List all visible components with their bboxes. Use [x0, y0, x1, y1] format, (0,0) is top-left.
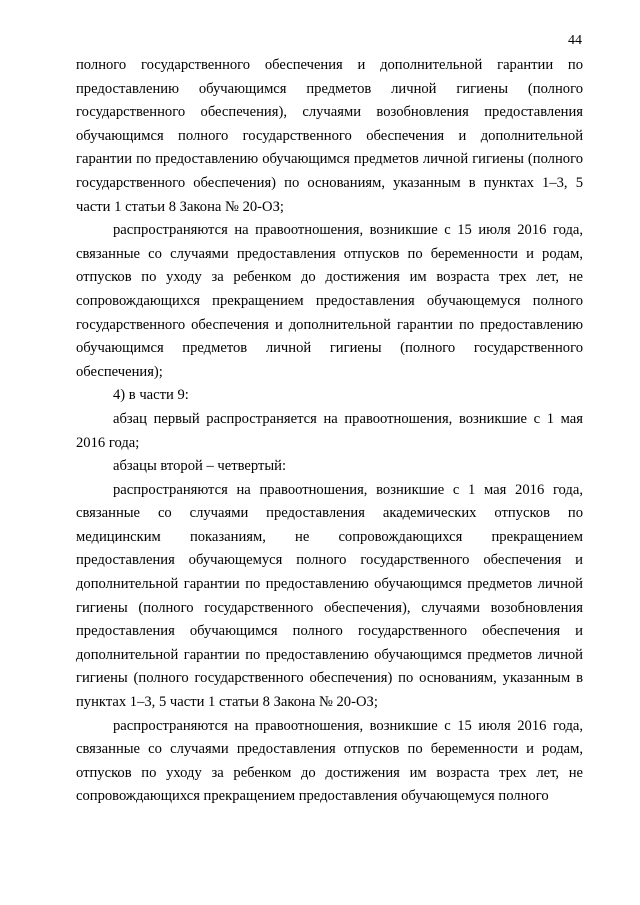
paragraph: абзацы второй – четвертый:	[113, 458, 287, 475]
paragraph: абзац первый распространяется на правоотношения, возникшие с 1 мая 2016 года;	[76, 410, 583, 451]
paragraph: распространяются на правоотношения, возникшие с 15 июля 2016 года, связанные со случаями предоставления отпусков по беременности и родам, отпусков по уходу за ребенком до достижения им возраста трех лет, не сопровождающихся прекращением предоставления обучающемуся полного	[76, 717, 583, 805]
list-item-heading: 4) в части 9:	[113, 387, 189, 404]
document-body	[76, 54, 583, 809]
paragraph: распространяются на правоотношения, возникшие с 1 мая 2016 года, связанные со случаями предоставления академических отпусков по медицинским показаниям, не сопровождающихся прекращением предоставления обучающемуся полного государственного обеспечения и дополнительной гарантии по предоставлению обучающимся предметов личной гигиены (полного государственного обеспечения), случаями возобновления предоставления обучающимся полного государственного обеспечения и дополнительной гарантии по предоставлению обучающимся предметов личной гигиены (полного государственного обеспечения) по основаниям, указанным в пунктах 1–3, 5 части 1 статьи 8 Закона № 20-ОЗ;	[76, 481, 583, 711]
paragraph: распространяются на правоотношения, возникшие с 15 июля 2016 года, связанные со случаями предоставления отпусков по беременности и родам, отпусков по уходу за ребенком до достижения им возраста трех лет, не сопровождающихся прекращением предоставления обучающемуся полного государственного обеспечения и дополнительной гарантии по предоставлению обучающимся предметов личной гигиены (полного государственного обеспечения);	[76, 222, 583, 380]
page-number: 44	[568, 33, 582, 48]
paragraph-continuation: полного государственного обеспечения и дополнительной гарантии по предоставлению обучающимся предметов личной гигиены (полного государственного обеспечения), случаями возобновления предоставления обучающимся полного государственного обеспечения и дополнительной гарантии по предоставлению обучающимся предметов личной гигиены (полного государственного обеспечения) по основаниям, указанным в пунктах 1–3, 5 части 1 статьи 8 Закона № 20-ОЗ;	[76, 57, 583, 215]
